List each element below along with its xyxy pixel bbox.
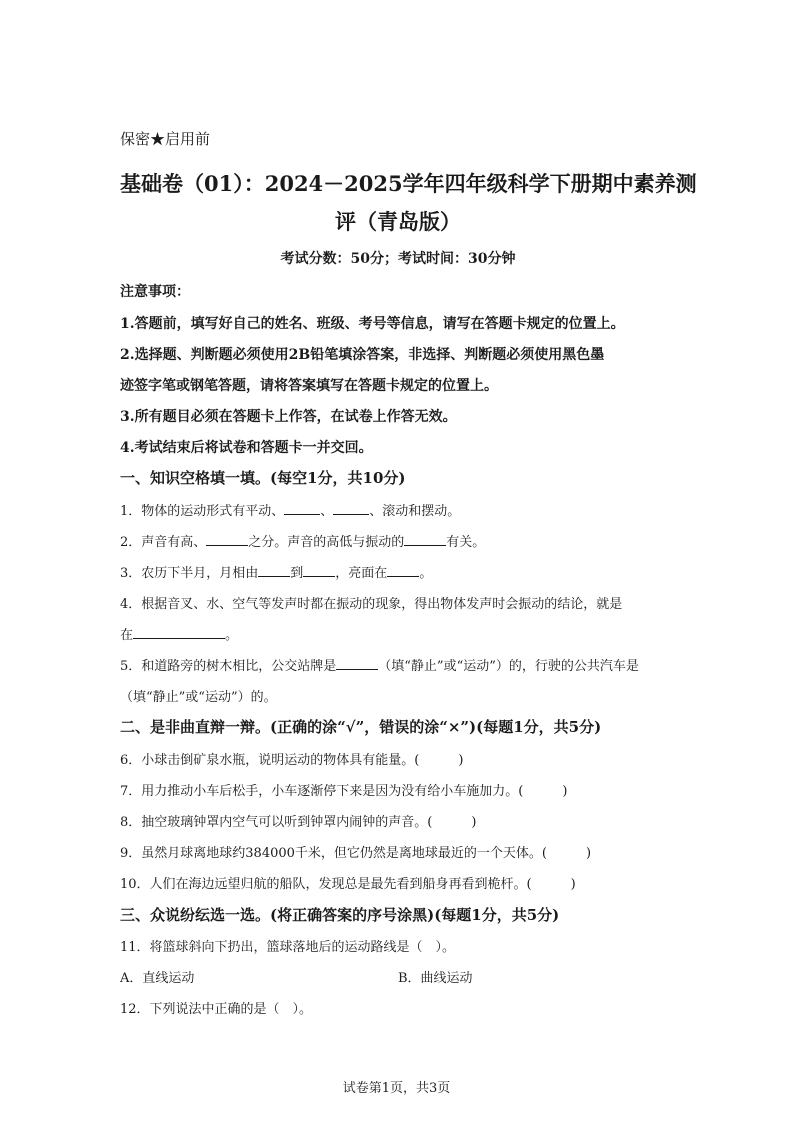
question-11: 11．将篮球斜向下扔出，篮球落地后的运动路线是（ ）。 [120, 940, 456, 955]
question-text: 有关。 [446, 535, 486, 550]
answer-blank[interactable] [133, 624, 225, 639]
question-text: 2．声音有高、 [120, 535, 207, 550]
question-10: 10．人们在海边远望归航的船队，发现总是最先看到船身再看到桅杆。( ) [120, 877, 576, 892]
question-6: 6．小球击倒矿泉水瓶，说明运动的物体具有能量。( ) [120, 753, 464, 768]
question-12: 12．下列说法中正确的是（ ）。 [120, 1002, 313, 1017]
question-text: 之分。声音的高低与振动的 [248, 535, 405, 550]
question-text: （填“静止”或“运动”）的，行驶的公共汽车是 [378, 659, 639, 674]
question-5 [120, 655, 639, 674]
question-1 [120, 500, 460, 519]
question-text: 、滚动和摆动。 [369, 504, 461, 519]
answer-blank[interactable] [206, 531, 248, 546]
answer-blank[interactable] [333, 500, 369, 515]
notice-item: 2.选择题、判断题必须使用2B铅笔填涂答案，非选择、判断题必须使用黑色墨 [120, 347, 605, 363]
option-a[interactable]: A．直线运动 [120, 971, 195, 986]
question-text: 5．和道路旁的树木相比，公交站牌是 [120, 659, 337, 674]
notice-heading: 注意事项： [120, 284, 190, 300]
question-text: 、 [320, 504, 334, 519]
answer-blank[interactable] [284, 500, 320, 515]
question-5-cont: （填“静止”或“运动”）的。 [120, 690, 277, 705]
exam-title-line1: 基础卷（01）：2024－2025学年四年级科学下册期中素养测 [120, 171, 697, 196]
question-9: 9．虽然月球离地球约384000千米，但它仍然是离地球最近的一个天体。( ) [120, 846, 592, 861]
question-text: ，亮面在 [335, 566, 388, 581]
answer-blank[interactable] [258, 562, 290, 577]
question-4-cont [120, 624, 238, 643]
notice-item: 迹签字笔或钢笔答题，请将答案填写在答题卡规定的位置上。 [120, 378, 498, 394]
answer-blank[interactable] [404, 531, 446, 546]
question-text: 在 [120, 628, 134, 643]
question-4: 4．根据音叉、水、空气等发声时都在振动的现象，得出物体发声时会振动的结论，就是 [120, 597, 623, 612]
question-8: 8．抽空玻璃钟罩内空气可以听到钟罩内闹钟的声音。( ) [120, 815, 477, 830]
answer-blank[interactable] [387, 562, 419, 577]
question-7: 7．用力推动小车后松手，小车逐渐停下来是因为没有给小车施加力。( ) [120, 784, 568, 799]
exam-title-line2: 评（青岛版） [335, 209, 461, 234]
answer-blank[interactable] [336, 655, 378, 670]
option-b[interactable]: B．曲线运动 [398, 971, 473, 986]
question-3 [120, 562, 432, 581]
question-text: 。 [225, 628, 239, 643]
question-11-options [120, 967, 676, 986]
question-text: 。 [419, 566, 433, 581]
notice-item: 4.考试结束后将试卷和答题卡一并交回。 [120, 440, 373, 456]
notice-item: 3.所有题目必须在答题卡上作答，在试卷上作答无效。 [120, 409, 457, 425]
notice-item: 1.答题前，填写好自己的姓名、班级、考号等信息，请写在答题卡规定的位置上。 [120, 316, 625, 332]
confidential-label: 保密★启用前 [120, 130, 211, 148]
question-2 [120, 531, 485, 550]
question-text: 3．农历下半月，月相由 [120, 566, 259, 581]
section3-heading: 三、众说纷纭选一选。(将正确答案的序号涂黑)(每题1分，共5分) [120, 906, 560, 924]
exam-meta: 考试分数：50分；考试时间：30分钟 [280, 251, 516, 267]
question-text: 1．物体的运动形式有平动、 [120, 504, 285, 519]
section1-heading: 一、知识空格填一填。(每空1分，共10分) [120, 469, 406, 487]
page-footer: 试卷第1页，共3页 [342, 1081, 451, 1096]
answer-blank[interactable] [303, 562, 335, 577]
question-text: 到 [290, 566, 304, 581]
section2-heading: 二、是非曲直辩一辩。(正确的涂“√”，错误的涂“×”)(每题1分，共5分) [120, 718, 602, 736]
